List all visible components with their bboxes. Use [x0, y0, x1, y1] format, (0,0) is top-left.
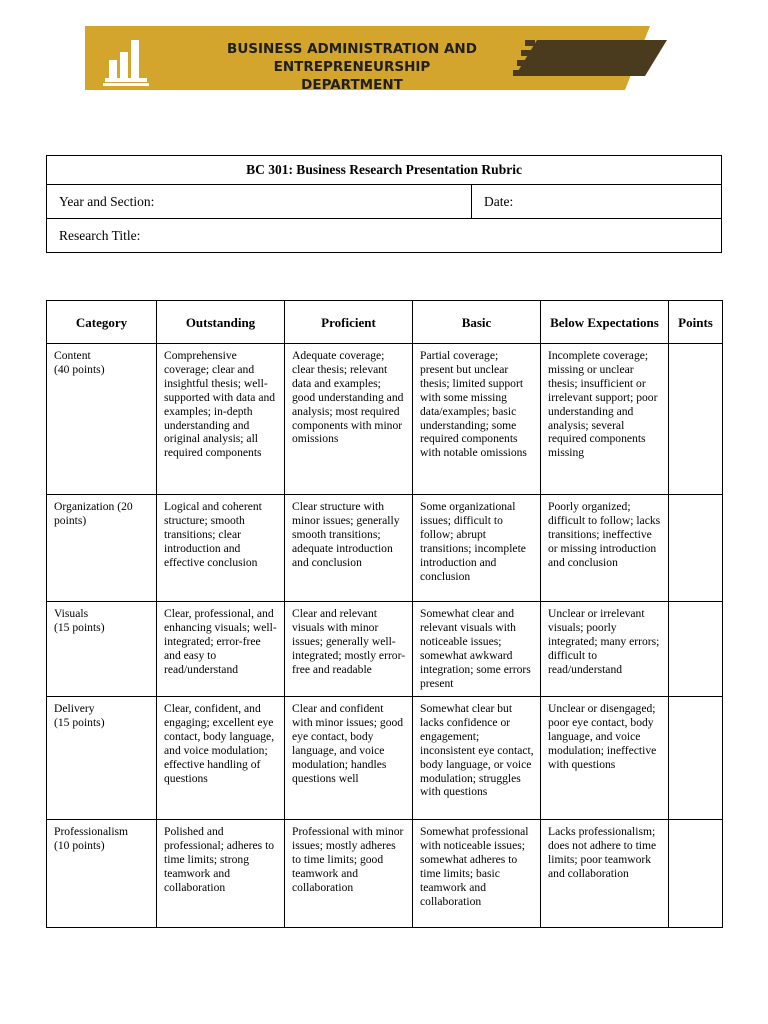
year-section-field[interactable]: Year and Section: — [47, 185, 472, 219]
basic-cell: Some organizational issues; difficult to follow; abrupt transitions; incomplete introduction and conclusion — [413, 495, 541, 602]
below-expectations-cell: Incomplete coverage; missing or unclear thesis; insufficient or irrelevant support; poor understanding and analysis; several required components missing — [541, 344, 669, 495]
basic-cell: Partial coverage; present but unclear thesis; limited support with some missing data/examples; basic understanding; some required components with notable omissions — [413, 344, 541, 495]
points-cell[interactable] — [669, 495, 723, 602]
table-row — [47, 602, 723, 697]
outstanding-cell: Polished and professional; adheres to time limits; strong teamwork and collaboration — [157, 820, 285, 928]
rubric-header-table — [46, 155, 722, 253]
category-cell: Visuals (15 points) — [47, 602, 157, 697]
proficient-cell: Clear structure with minor issues; generally smooth transitions; adequate introduction and conclusion — [285, 495, 413, 602]
below-expectations-cell: Unclear or irrelevant visuals; poorly integrated; many errors; difficult to read/understand — [541, 602, 669, 697]
column-header-outstanding: Outstanding — [157, 301, 285, 344]
proficient-cell: Adequate coverage; clear thesis; relevant data and examples; good understanding and analysis; most required components with minor omissions — [285, 344, 413, 495]
bar-chart-building-icon — [103, 34, 149, 86]
below-expectations-cell: Unclear or disengaged; poor eye contact, body language, and voice modulation; ineffective with questions — [541, 697, 669, 820]
points-cell[interactable] — [669, 820, 723, 928]
category-cell: Organization (20 points) — [47, 495, 157, 602]
points-cell[interactable] — [669, 697, 723, 820]
outstanding-cell: Clear, professional, and enhancing visuals; well-integrated; error-free and easy to read/understand — [157, 602, 285, 697]
column-header-basic: Basic — [413, 301, 541, 344]
date-field[interactable]: Date: — [472, 185, 722, 219]
points-cell[interactable] — [669, 344, 723, 495]
proficient-cell: Clear and confident with minor issues; good eye contact, body language, and voice modulation; handles questions well — [285, 697, 413, 820]
points-cell[interactable] — [669, 602, 723, 697]
department-name-line2: DEPARTMENT — [301, 77, 403, 93]
outstanding-cell: Logical and coherent structure; smooth transitions; clear introduction and effective conclusion — [157, 495, 285, 602]
category-cell: Professionalism (10 points) — [47, 820, 157, 928]
table-row — [47, 697, 723, 820]
proficient-cell: Clear and relevant visuals with minor issues; generally well-integrated; mostly error-free and readable — [285, 602, 413, 697]
outstanding-cell: Comprehensive coverage; clear and insightful thesis; well-supported with data and examples; in-depth understanding and original analysis; all required components — [157, 344, 285, 495]
department-name — [177, 40, 527, 94]
below-expectations-cell: Lacks professionalism; does not adhere to time limits; poor teamwork and collaboration — [541, 820, 669, 928]
basic-cell: Somewhat clear and relevant visuals with noticeable issues; somewhat awkward integration; some errors present — [413, 602, 541, 697]
basic-cell: Somewhat professional with noticeable issues; somewhat adheres to time limits; basic teamwork and collaboration — [413, 820, 541, 928]
basic-cell: Somewhat clear but lacks confidence or engagement; inconsistent eye contact, body language, or voice modulation; struggles with questions — [413, 697, 541, 820]
outstanding-cell: Clear, confident, and engaging; excellent eye contact, body language, and voice modulation; effective handling of questions — [157, 697, 285, 820]
department-name-line1: BUSINESS ADMINISTRATION AND ENTREPRENEURSHIP — [227, 41, 477, 75]
rubric-body — [47, 344, 723, 928]
column-header-category: Category — [47, 301, 157, 344]
department-banner — [85, 26, 670, 93]
table-row — [47, 344, 723, 495]
table-row — [47, 820, 723, 928]
below-expectations-cell: Poorly organized; difficult to follow; lacks transitions; ineffective or missing introduction and conclusion — [541, 495, 669, 602]
proficient-cell: Professional with minor issues; mostly adheres to time limits; good teamwork and collaboration — [285, 820, 413, 928]
research-title-field[interactable]: Research Title: — [47, 219, 722, 253]
category-cell: Content (40 points) — [47, 344, 157, 495]
rubric-title: BC 301: Business Research Presentation Rubric — [47, 156, 722, 185]
rubric-table — [46, 300, 723, 928]
rubric-header-row — [47, 301, 723, 344]
column-header-below-expectations: Below Expectations — [541, 301, 669, 344]
column-header-proficient: Proficient — [285, 301, 413, 344]
category-cell: Delivery (15 points) — [47, 697, 157, 820]
table-row — [47, 495, 723, 602]
column-header-points: Points — [669, 301, 723, 344]
